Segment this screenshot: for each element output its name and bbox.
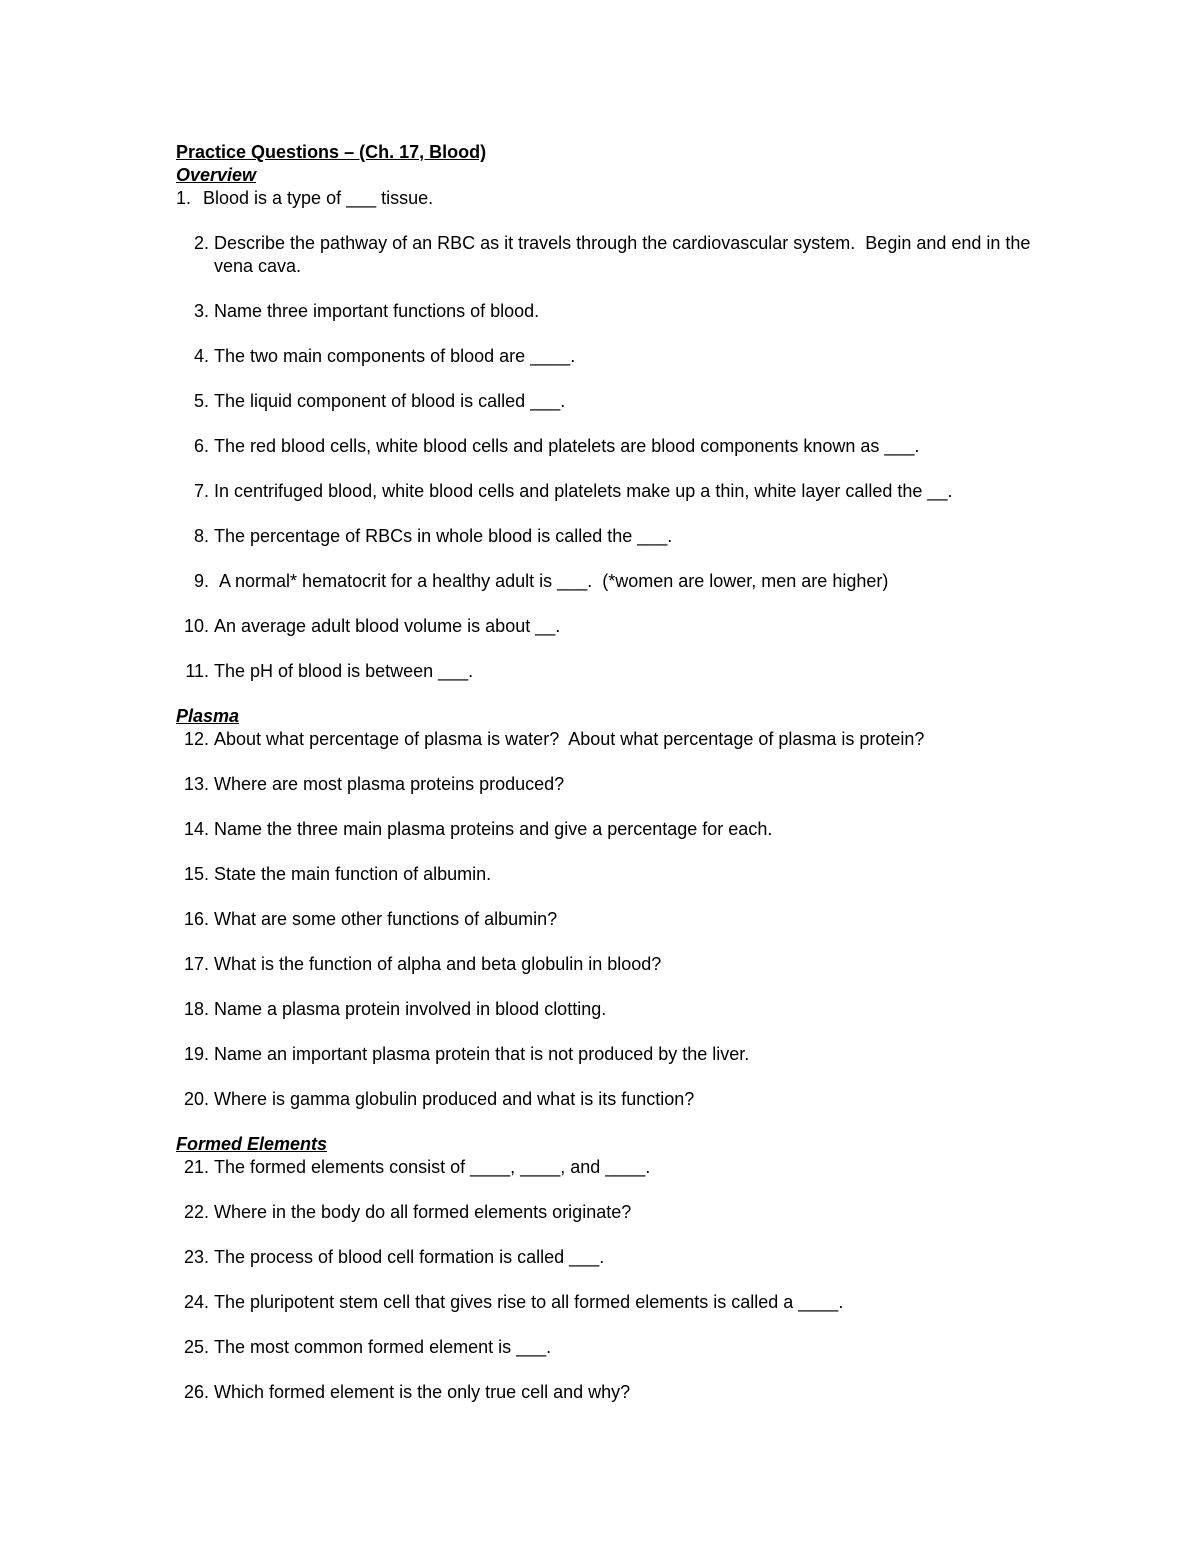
- question-item: [176, 570, 1036, 593]
- question-item: [176, 300, 1036, 323]
- question-text: What is the function of alpha and beta globulin in blood?: [214, 954, 662, 974]
- question-item: [176, 953, 1036, 976]
- question-number: 13.: [183, 774, 214, 794]
- question-text: State the main function of albumin.: [214, 864, 492, 884]
- question-item: [176, 1201, 1036, 1224]
- question-item: [176, 1291, 1036, 1314]
- question-text: The most common formed element is ___.: [214, 1337, 552, 1357]
- question-number: 17.: [183, 954, 214, 974]
- question-number: 2.: [193, 233, 214, 253]
- question-text: What are some other functions of albumin?: [214, 909, 558, 929]
- question-number: 25.: [183, 1337, 214, 1357]
- question-text: The liquid component of blood is called ___.: [214, 391, 566, 411]
- question-item: [176, 818, 1036, 841]
- question-number: 26.: [183, 1382, 214, 1402]
- question-number: 10.: [183, 616, 214, 636]
- question-item: [176, 863, 1036, 886]
- section-heading-plasma: Plasma: [176, 706, 240, 726]
- question-number: 21.: [183, 1157, 214, 1177]
- question-text: The percentage of RBCs in whole blood is called the ___.: [214, 526, 673, 546]
- question-number: 24.: [183, 1292, 214, 1312]
- section-heading-overview: Overview: [176, 165, 257, 185]
- page-title: Practice Questions – (Ch. 17, Blood): [176, 142, 487, 162]
- question-number: 16.: [183, 909, 214, 929]
- question-number: 3.: [193, 301, 214, 321]
- question-number: 9.: [193, 571, 214, 591]
- question-item: [176, 1336, 1036, 1359]
- question-number: 11.: [185, 661, 214, 681]
- question-item: [176, 1246, 1036, 1269]
- question-text: An average adult blood volume is about __.: [214, 616, 561, 636]
- question-item: [176, 345, 1036, 368]
- question-item: [176, 1156, 1036, 1179]
- question-item: [176, 1043, 1036, 1066]
- question-item: [176, 187, 1036, 210]
- question-number: 22.: [183, 1202, 214, 1222]
- question-number: 4.: [193, 346, 214, 366]
- question-text: In centrifuged blood, white blood cells and platelets make up a thin, white layer called the __.: [214, 481, 953, 501]
- question-item: [176, 773, 1036, 796]
- question-text: Name three important functions of blood.: [214, 301, 540, 321]
- question-text: Name a plasma protein involved in blood clotting.: [214, 999, 607, 1019]
- question-text: Where are most plasma proteins produced?: [214, 774, 565, 794]
- question-item: [176, 908, 1036, 931]
- question-item: [176, 728, 1036, 751]
- question-text: A normal* hematocrit for a healthy adult is ___. (*women are lower, men are higher): [214, 571, 889, 591]
- question-number: 19.: [183, 1044, 214, 1064]
- question-text: Where is gamma globulin produced and what is its function?: [214, 1089, 695, 1109]
- question-item: [176, 1088, 1036, 1111]
- question-item: [176, 660, 1036, 683]
- question-text: Blood is a type of ___ tissue.: [203, 188, 434, 208]
- question-item: [176, 480, 1036, 503]
- question-number: 12.: [183, 729, 214, 749]
- question-number: 23.: [183, 1247, 214, 1267]
- question-text: The formed elements consist of ____, ____, and ____.: [214, 1157, 651, 1177]
- question-text: The pH of blood is between ___.: [214, 661, 474, 681]
- question-text: The red blood cells, white blood cells and platelets are blood components known as ___.: [214, 436, 920, 456]
- question-number: 6.: [193, 436, 214, 456]
- question-text: The pluripotent stem cell that gives rise to all formed elements is called a ____.: [214, 1292, 844, 1312]
- question-number: 15.: [183, 864, 214, 884]
- section-heading-formed-elements: Formed Elements: [176, 1134, 328, 1154]
- question-item: [176, 390, 1036, 413]
- question-text: About what percentage of plasma is water? About what percentage of plasma is protein?: [214, 729, 925, 749]
- question-number: 18.: [183, 999, 214, 1019]
- question-item: [176, 1381, 1036, 1404]
- question-number: 8.: [193, 526, 214, 546]
- question-text: Name the three main plasma proteins and give a percentage for each.: [214, 819, 773, 839]
- question-number: 14.: [183, 819, 214, 839]
- question-number: 1.: [176, 188, 197, 208]
- question-number: 7.: [193, 481, 214, 501]
- question-item: [176, 615, 1036, 638]
- document-page: [176, 141, 1036, 1404]
- question-item: [176, 435, 1036, 458]
- question-text: Which formed element is the only true cell and why?: [214, 1382, 631, 1402]
- question-number: 5.: [193, 391, 214, 411]
- question-item: [176, 998, 1036, 1021]
- question-text: The process of blood cell formation is called ___.: [214, 1247, 605, 1267]
- question-number: 20.: [183, 1089, 214, 1109]
- question-item: [176, 232, 1036, 278]
- question-text: The two main components of blood are ____.: [214, 346, 576, 366]
- question-text: Name an important plasma protein that is not produced by the liver.: [214, 1044, 750, 1064]
- question-item: [176, 525, 1036, 548]
- question-text: Where in the body do all formed elements originate?: [214, 1202, 632, 1222]
- question-text: Describe the pathway of an RBC as it travels through the cardiovascular system. Begin and end in the vena cava.: [214, 233, 1036, 276]
